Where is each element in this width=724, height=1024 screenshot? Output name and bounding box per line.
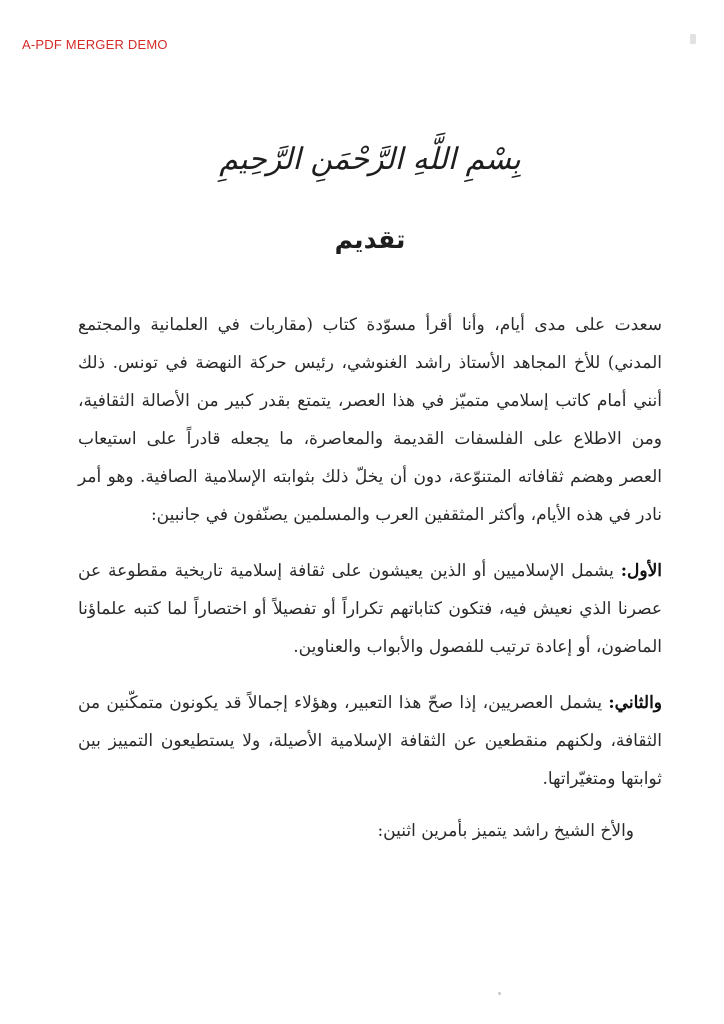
second-group-text: يشمل العصريين، إذا صحّ هذا التعبير، وهؤلاء إجمالاً قد يكونون متمكّنين من الثقافة، ولكنهم منقطعين عن الثقافة الإسلامية الأصيلة، ولا يستطيعون التمييز بين ثوابتها ومتغيّراتها. [78, 693, 662, 789]
page-title: تقديم [334, 225, 406, 254]
intro-paragraph: سعدت على مدى أيام، وأنا أقرأ مسوّدة كتاب (مقاربات في العلمانية والمجتمع المدني) للأخ المجاهد الأستاذ راشد الغنوشي، رئيس حركة النهضة في تونس. ذلك أنني أمام كاتب إسلامي متميّز في هذا العصر، يتمتع بقدر كبير من الأصالة الثقافية، ومن الاطلاع على الفلسفات القديمة والمعاصرة، ما يجعله قادراً على استيعاب العصر وهضم ثقافاته المتنوّعة، دون أن يخلّ ذلك بثوابته الإسلامية الصافية. وهو أمر نادر في هذه الأيام، وأكثر المثقفين العرب والمسلمين يصنّفون في جانبين: [78, 315, 662, 525]
page-body [78, 130, 662, 850]
first-group-text: يشمل الإسلاميين أو الذين يعيشون على ثقافة إسلامية تاريخية مقطوعة عن عصرنا الذي نعيش فيه، فتكون كتاباتهم تكراراً أو تفصيلاً أو اختصاراً لما كتبه علماؤنا الماضون، أو إعادة ترتيب للفصول والأبواب والعناوين. [78, 561, 662, 657]
first-group-label: الأول: [620, 561, 662, 581]
closing-paragraph: والأخ الشيخ راشد يتميز بأمرين اثنين: [377, 821, 634, 841]
second-group-label: والثاني: [608, 693, 663, 713]
watermark-text: A-PDF MERGER DEMO [22, 37, 168, 52]
basmala-heading: بِسْمِ اللَّهِ الرَّحْمَنِ الرَّحِيمِ [219, 142, 521, 177]
first-group-paragraph [78, 552, 662, 666]
page-corner-mark [690, 34, 696, 44]
second-group-paragraph [78, 684, 662, 798]
page-speck [498, 992, 501, 995]
